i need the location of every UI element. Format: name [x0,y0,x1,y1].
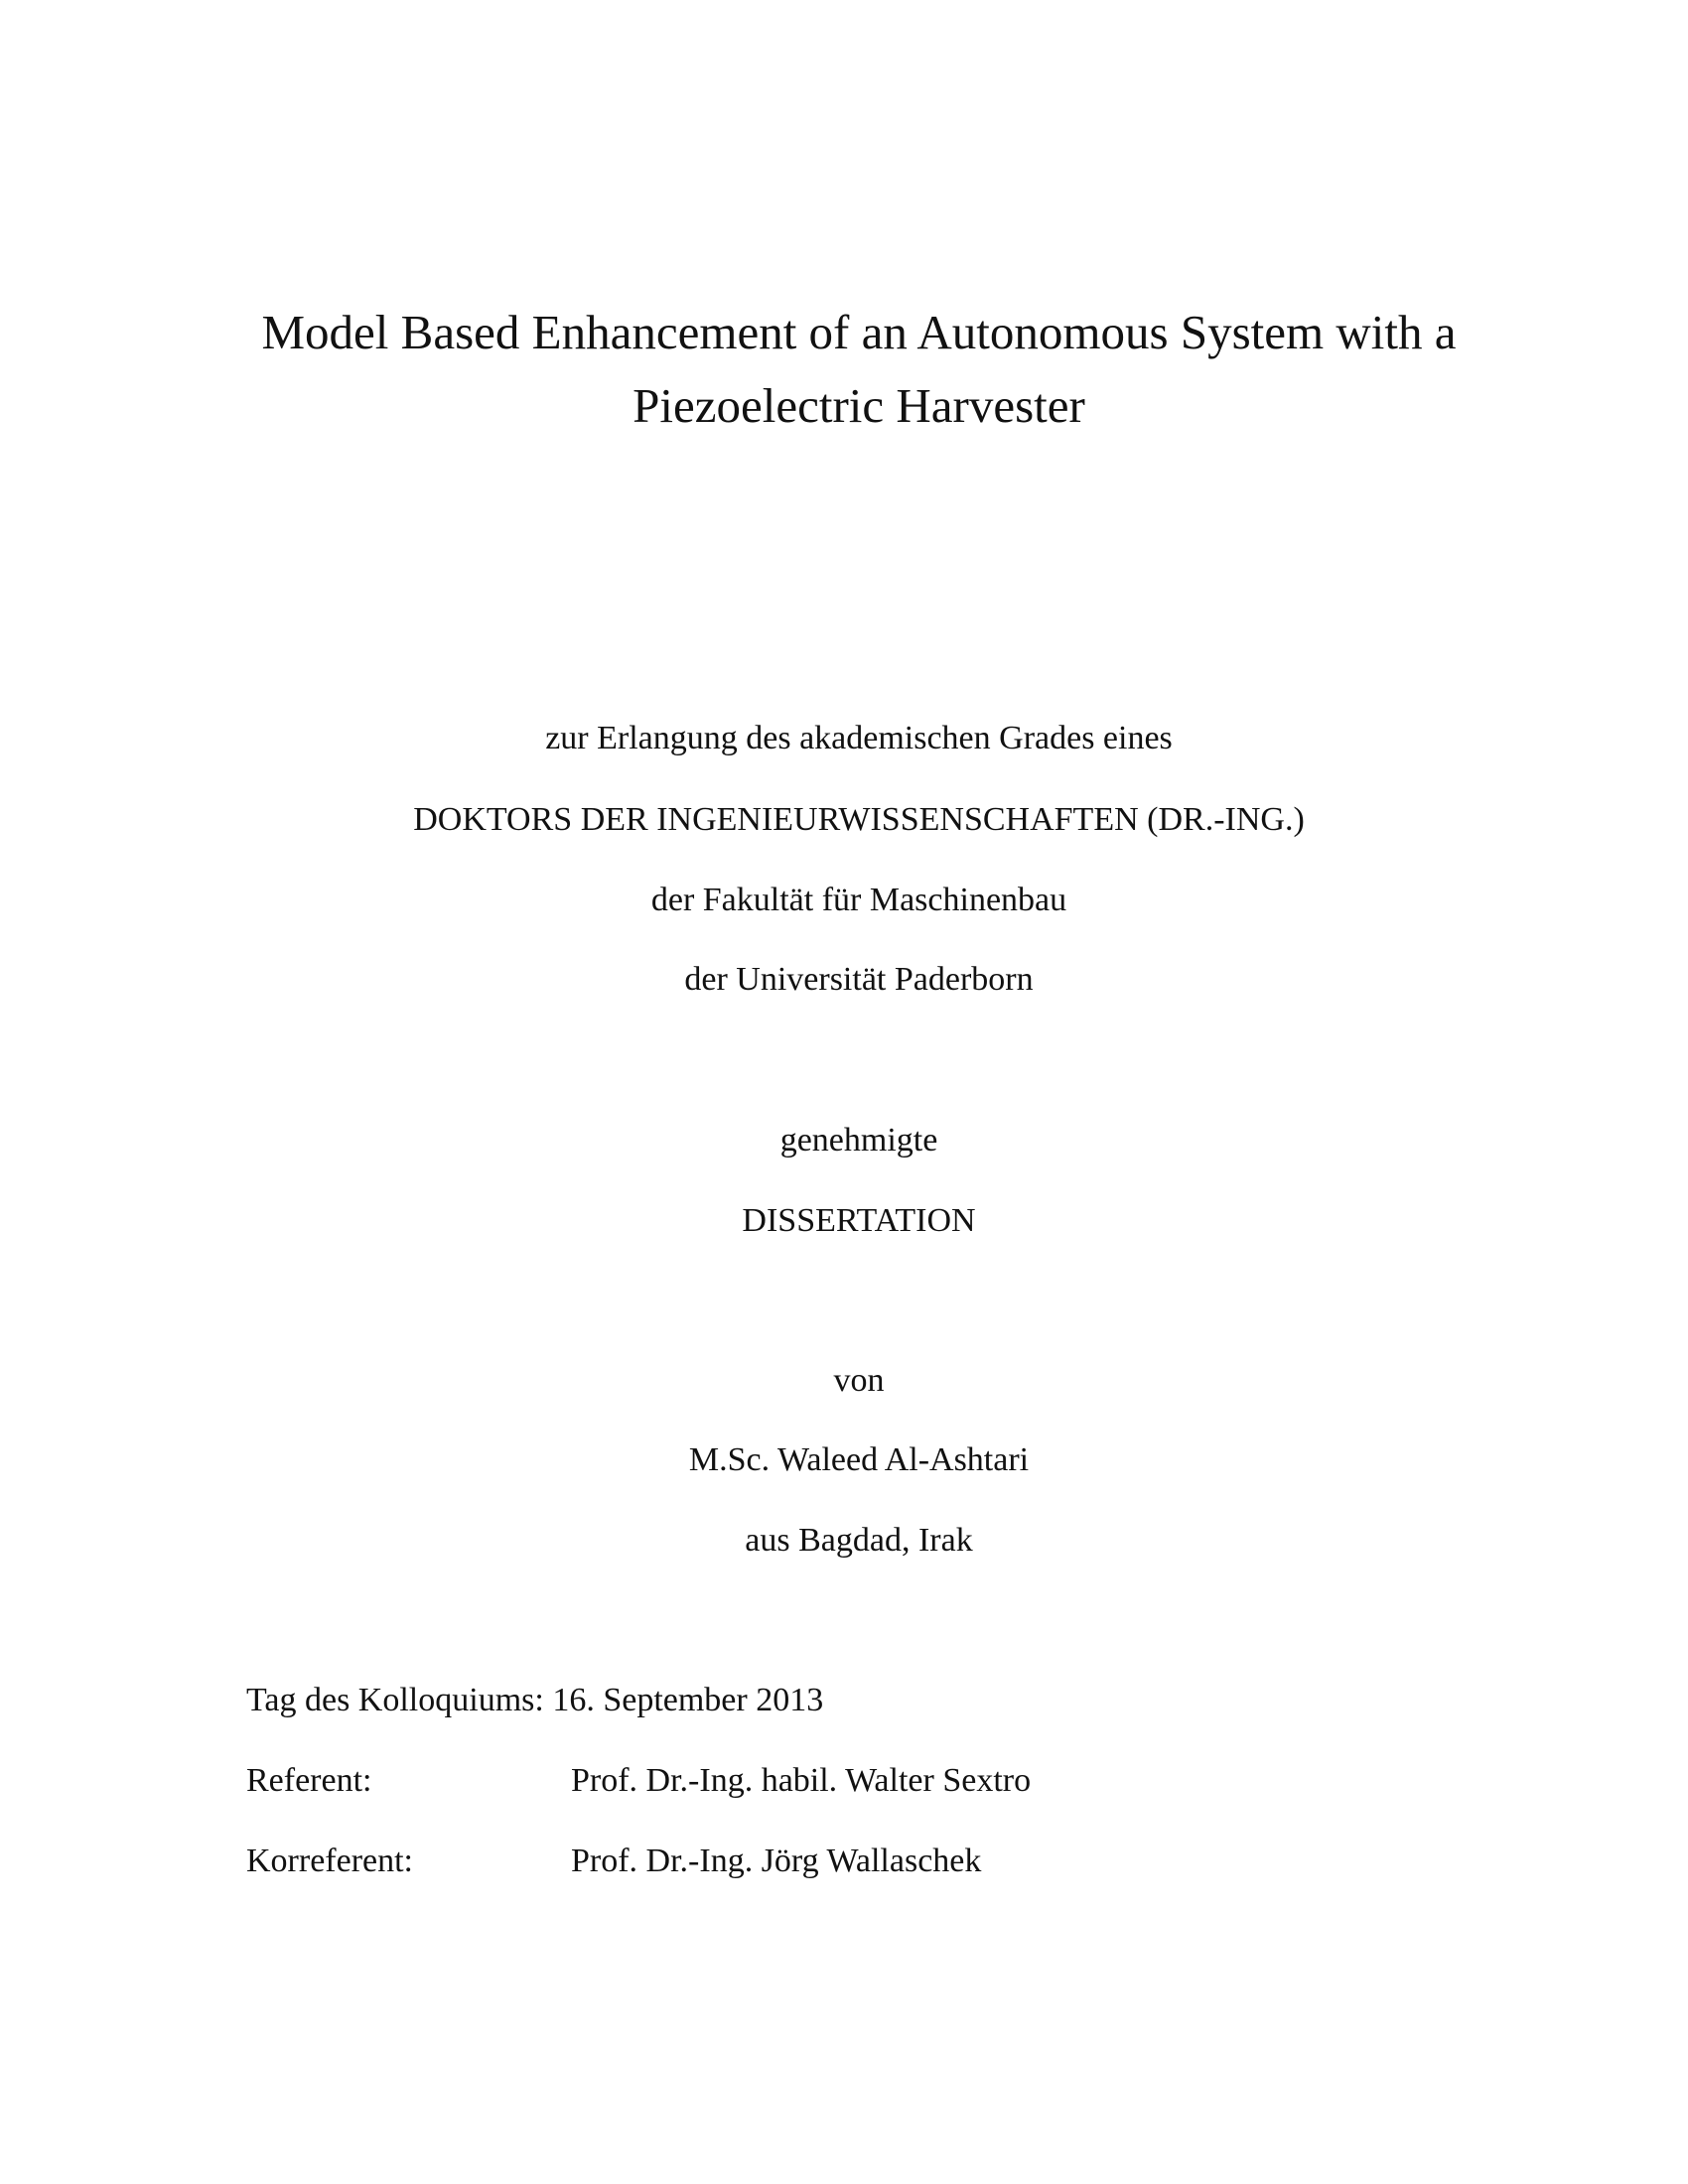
colloquium-text: Tag des Kolloquiums: 16. September 2013 [246,1682,824,1718]
author-origin: aus Bagdad, Irak [745,1522,973,1559]
korreferent-label: Korreferent: [246,1843,414,1879]
referent-label: Referent: [246,1762,372,1799]
von-line: von [833,1362,885,1399]
degree-line-1: zur Erlangung des akademischen Grades eines [545,720,1173,756]
referent-value: Prof. Dr.-Ing. habil. Walter Sextro [571,1762,1032,1799]
author-name: M.Sc. Waleed Al-Ashtari [688,1441,1030,1478]
title-line-2: Piezoelectric Harvester [633,378,1085,433]
title-line-1: Model Based Enhancement of an Autonomous System with a [261,305,1457,359]
faculty-line: der Fakultät für Maschinenbau [650,882,1067,918]
dissertation-title [0,296,1688,443]
dissertation-label: DISSERTATION [742,1202,976,1239]
university-line: der Universität Paderborn [684,961,1034,998]
approval-line: genehmigte [779,1122,938,1159]
korreferent-value: Prof. Dr.-Ing. Jörg Wallaschek [571,1843,982,1879]
degree-title: DOKTORS DER INGENIEURWISSENSCHAFTEN (DR.-ING.) [413,801,1305,838]
